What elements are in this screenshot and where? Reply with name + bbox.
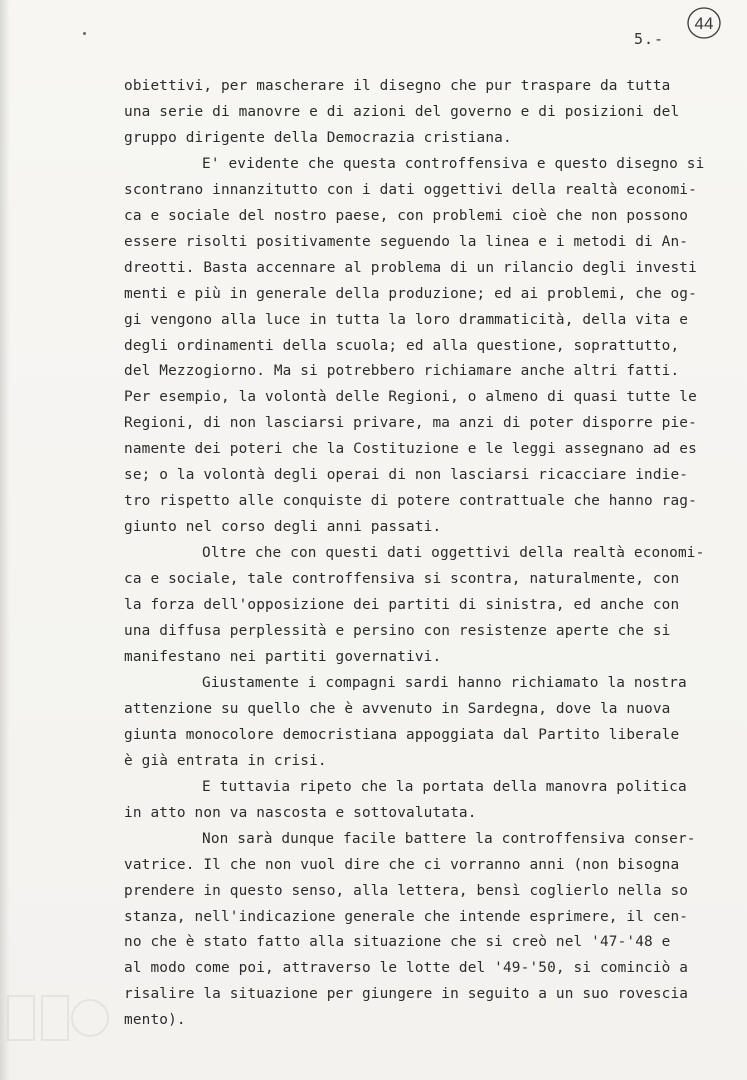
text-line: prendere in questo senso, alla lettera, bensì coglierlo nella so [124,882,689,899]
paragraph [124,74,724,152]
archive-watermark [4,988,114,1048]
folio-number: 44 [694,14,714,33]
text-line: è già entrata in crisi. [124,752,327,769]
paragraph [124,775,724,827]
ink-speck [83,32,86,35]
watermark-logo-icon [4,988,114,1048]
text-line: del Mezzogiorno. Ma si potrebbero richiamare anche altri fatti. [124,363,680,380]
text-line: una diffusa perplessità e persino con resistenze aperte che si [124,623,671,640]
text-line: menti e più in generale della produzione; ed ai problemi, che og- [124,285,697,302]
text-line: giunto nel corso degli anni passati. [124,519,442,536]
text-line: la forza dell'opposizione dei partiti di sinistra, ed anche con [124,597,680,614]
text-line: in atto non va nascosta e sottovalutata. [124,804,477,821]
text-line: al modo come poi, attraverso le lotte del '49-'50, si cominciò a [124,960,689,977]
paragraph [124,541,724,671]
text-line: no che è stato fatto alla situazione che si creò nel '47-'48 e [124,934,671,951]
text-line: ca e sociale, tale controffensiva si scontra, naturalmente, con [124,571,680,588]
text-line: E' evidente che questa controffensiva e questo disegno si [202,155,705,172]
page-number: 5.- [634,30,665,48]
paragraph [124,827,724,1035]
document-body [124,74,724,1034]
text-line: Per esempio, la volontà delle Regioni, o almeno di quasi tutte le [124,389,697,406]
paragraph [124,671,724,775]
text-line: se; o la volontà degli operai di non lasciarsi ricacciare indie- [124,467,689,484]
text-line: scontrano innanzitutto con i dati oggettivi della realtà economi- [124,181,697,198]
text-line: una serie di manovre e di azioni del governo e di posizioni del [124,103,680,120]
text-line: essere risolti positivamente seguendo la linea e i metodi di An- [124,233,689,250]
text-line: Giustamente i compagni sardi hanno richiamato la nostra [202,674,687,691]
text-line: ca e sociale del nostro paese, con problemi cioè che non possono [124,207,689,224]
text-line: manifestano nei partiti governativi. [124,648,442,665]
text-line: gruppo dirigente della Democrazia cristiana. [124,129,512,146]
text-line: giunta monocolore democristiana appoggiata dal Partito liberale [124,726,680,743]
text-line: dreotti. Basta accennare al problema di un rilancio degli investi [124,259,697,276]
text-line: risalire la situazione per giungere in seguito a un suo rovescia [124,986,689,1003]
text-line: vatrice. Il che non vuol dire che ci vorranno anni (non bisogna [124,856,680,873]
page-edge-shadow [0,0,10,1080]
text-line: Non sarà dunque facile battere la controffensiva conser- [202,830,696,847]
text-line: gi vengono alla luce in tutta la loro drammaticità, della vita e [124,311,689,328]
text-line: degli ordinamenti della scuola; ed alla questione, soprattutto, [124,337,680,354]
folio-circle-icon [686,6,722,40]
text-line: tro rispetto alle conquiste di potere contrattuale che hanno rag- [124,493,697,510]
text-line: Oltre che con questi dati oggettivi della realtà economi- [202,545,705,562]
text-line: Regioni, di non lasciarsi privare, ma anzi di poter disporre pie- [124,415,697,432]
text-line: namente dei poteri che la Costituzione e le leggi assegnano ad es [124,441,697,458]
text-line: stanza, nell'indicazione generale che intende esprimere, il cen- [124,908,689,925]
text-line: mento). [124,1012,186,1029]
handwritten-folio-stamp [686,6,722,40]
text-line: E tuttavia ripeto che la portata della manovra politica [202,778,687,795]
paragraph [124,152,724,541]
text-line: attenzione su quello che è avvenuto in Sardegna, dove la nuova [124,700,671,717]
text-line: obiettivi, per mascherare il disegno che pur traspare da tutta [124,78,671,94]
